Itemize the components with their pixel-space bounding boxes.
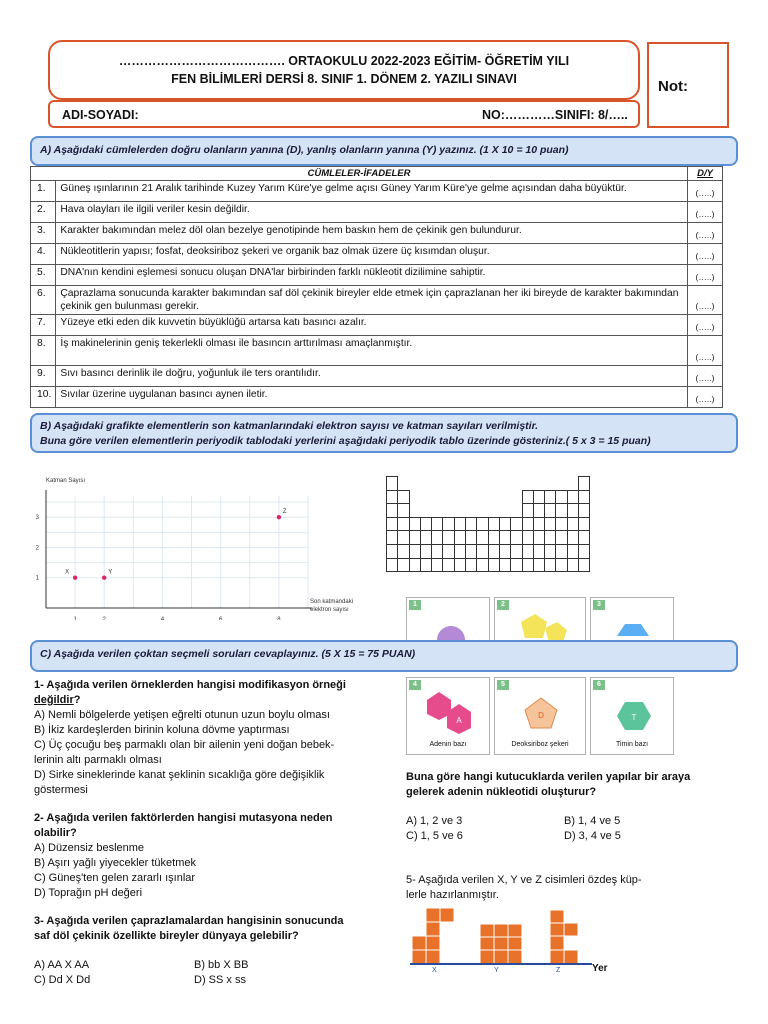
x-tick-label: 4 [160,617,165,620]
q3-stem: 3- Aşağıda verilen çaprazlamalardan hangisinin sonucunda [34,915,344,927]
periodic-cell[interactable] [499,517,510,531]
card-5-number: 5 [497,680,509,690]
periodic-gap [488,477,499,491]
point-label: Y [108,569,113,576]
question-2 [34,811,364,901]
periodic-cell[interactable] [545,504,556,518]
data-point [73,576,77,580]
statement-row [31,315,723,336]
q1-option-d-cont: göstermesi [34,784,88,796]
card-6 [590,677,674,755]
periodic-cell[interactable] [511,544,522,558]
periodic-gap [466,490,477,504]
periodic-cell[interactable] [387,558,398,572]
periodic-cell[interactable] [387,490,398,504]
card-1 [406,597,490,643]
periodic-cell[interactable] [511,558,522,572]
periodic-gap [466,504,477,518]
y-axis-label: Katman Sayısı [46,478,86,484]
row-number: 4. [31,244,56,265]
true-false-table [30,166,723,408]
data-point [277,515,281,519]
periodic-cell[interactable] [499,544,510,558]
label-z: Z [556,967,561,974]
periodic-cell[interactable] [579,517,590,531]
q1-qmark: ? [73,694,81,706]
deoxyribose-letter: D [538,711,544,720]
grade-box[interactable] [647,42,729,128]
y-tick-label: 2 [35,545,39,552]
q1-option-d[interactable]: D) Sirke sineklerinde kanat şeklinin sıcaklığa göre değişiklik [34,769,325,781]
answer-blank[interactable]: (…..) [688,387,723,408]
q5-stem: 5- Aşağıda verilen X, Y ve Z cisimleri özdeş küp- [406,874,642,886]
card-6-caption: Timin bazı [615,741,649,748]
periodic-table-grid[interactable] [386,476,590,572]
periodic-gap [488,490,499,504]
periodic-cell[interactable] [420,531,431,545]
statement-text: İş makinelerinin geniş tekerlekli olması ile basıncın arttırılması amaçlanmıştır. [56,336,688,366]
periodic-gap [477,477,488,491]
periodic-cell[interactable] [477,558,488,572]
row-number: 6. [31,286,56,315]
periodic-cell[interactable] [477,531,488,545]
card-4-caption: Adenin bazı [429,741,467,748]
periodic-cell[interactable] [488,558,499,572]
number-class-label: NO:…………SINIFI: 8/….. [482,108,628,122]
periodic-cell[interactable] [398,531,409,545]
periodic-cell[interactable] [556,531,567,545]
periodic-cell[interactable] [409,531,420,545]
periodic-cell[interactable] [579,477,590,491]
periodic-cell[interactable] [420,544,431,558]
periodic-cell[interactable] [522,490,533,504]
periodic-gap [443,477,454,491]
periodic-cell[interactable] [522,544,533,558]
periodic-cell[interactable] [556,490,567,504]
question-4 [406,770,731,800]
row-number: 3. [31,223,56,244]
question-1 [34,678,364,798]
card-1-number: 1 [409,600,421,610]
q2-option-c[interactable]: C) Güneş'ten gelen zararlı ışınlar [34,872,196,884]
periodic-cell[interactable] [545,544,556,558]
q3-option-b[interactable]: B) bb X BB [194,959,249,971]
statement-row [31,244,723,265]
periodic-cell[interactable] [443,517,454,531]
row-number: 7. [31,315,56,336]
periodic-cell[interactable] [387,544,398,558]
periodic-gap [556,477,567,491]
statement-row [31,223,723,244]
cube-figure [406,904,626,976]
periodic-cell[interactable] [443,558,454,572]
periodic-cell[interactable] [466,517,477,531]
periodic-cell[interactable] [398,490,409,504]
periodic-cell[interactable] [466,544,477,558]
statement-row [31,336,723,366]
q4-option-a[interactable]: A) 1, 2 ve 3 [406,815,463,827]
periodic-cell[interactable] [387,504,398,518]
periodic-cell[interactable] [545,558,556,572]
q4-option-d[interactable]: D) 3, 4 ve 5 [564,830,621,842]
section-b-title [30,413,738,453]
periodic-cell[interactable] [488,544,499,558]
periodic-cell[interactable] [556,544,567,558]
periodic-gap [409,477,420,491]
q1-option-a[interactable]: A) Nemli bölgelerde yetişen eğrelti otunun uzun boylu olması [34,709,330,721]
periodic-cell[interactable] [454,558,465,572]
q2-option-d[interactable]: D) Toprağın pH değeri [34,887,143,899]
periodic-cell[interactable] [579,558,590,572]
col-dy: D/Y [688,167,723,181]
card-4 [406,677,490,755]
answer-blank[interactable]: (…..) [688,336,723,366]
periodic-gap [499,490,510,504]
q3-option-a[interactable]: A) AA X AA [34,959,90,971]
q3-stem-cont: saf döl çekinik özellikte bireyler dünyaya gelebilir? [34,930,299,942]
periodic-gap [398,477,409,491]
q3-option-d[interactable]: D) SS x ss [194,974,246,986]
grade-label: Not: [658,78,688,95]
school-line: …………………………………. ORTAOKULU 2022-2023 EĞİTİM- ÖĞRETİM YILI [118,54,570,68]
statement-text: Güneş ışınlarının 21 Aralık tarihinde Kuzey Yarım Küre'ye gelme açısı Güney Yarım Küre'ye gelme açısından daha büyüktür. [56,181,688,202]
periodic-gap [454,477,465,491]
periodic-cell[interactable] [398,558,409,572]
periodic-cell[interactable] [398,544,409,558]
statement-row [31,366,723,387]
periodic-cell[interactable] [522,531,533,545]
row-number: 5. [31,265,56,286]
q2-option-a[interactable]: A) Düzensiz beslenme [34,842,145,854]
thymine-letter: T [631,713,637,722]
periodic-cell[interactable] [567,558,578,572]
periodic-cell[interactable] [567,490,578,504]
answer-blank[interactable]: (…..) [688,265,723,286]
row-number: 9. [31,366,56,387]
section-b-line2: Buna göre verilen elementlerin periyodik tablodaki yerlerini aşağıdaki periyodik tablo üzerinde gösteriniz.( 5 x 3 = 15 puan) [40,435,651,447]
statement-row [31,181,723,202]
periodic-cell[interactable] [443,531,454,545]
periodic-cell[interactable] [432,517,443,531]
answer-blank[interactable]: (…..) [688,181,723,202]
periodic-gap [522,477,533,491]
statement-row [31,265,723,286]
y-tick-label: 1 [35,575,39,582]
periodic-gap [454,490,465,504]
q1-option-c[interactable]: C) Üç çocuğu beş parmaklı olan bir ailenin yeni doğan bebek- [34,739,335,751]
x-tick-label: 6 [218,617,223,620]
q4-stem: Buna göre hangi kutucuklarda verilen yapılar bir araya [406,771,691,783]
periodic-cell[interactable] [432,531,443,545]
periodic-gap [499,504,510,518]
row-number: 8. [31,336,56,366]
col-statements: CÜMLELER-İFADELER [31,167,688,181]
periodic-cell[interactable] [454,531,465,545]
statement-text: Hava olayları ile ilgili veriler kesin değildir. [56,202,688,223]
card-3-number: 3 [593,600,605,610]
periodic-cell[interactable] [409,544,420,558]
statement-text: Sıvılar üzerine uygulanan basıncı aynen iletir. [56,387,688,408]
section-b-line1: B) Aşağıdaki grafikte elementlerin son katmanlarındaki elektron sayısı ve katman sayıları verilmiştir. [40,420,538,432]
card-2-number: 2 [497,600,509,610]
adenine-letter: A [456,716,462,725]
statement-text: Çaprazlama sonucunda karakter bakımından saf döl çekinik bireyler elde etmek için çaprazlanan her iki bireyde de karakter bakımından çekinik gen bulunması gerekir. [56,286,688,315]
periodic-cell[interactable] [545,531,556,545]
card-4-number: 4 [409,680,421,690]
x-axis-label-cont: elektron sayısı [310,607,349,613]
periodic-cell[interactable] [488,531,499,545]
periodic-cell[interactable] [556,504,567,518]
card-5-caption: Deoksiriboz şekeri [511,741,569,748]
card-5 [494,677,586,755]
label-x: X [432,967,437,974]
periodic-cell[interactable] [522,517,533,531]
periodic-gap [432,490,443,504]
periodic-gap [409,504,420,518]
periodic-gap [477,490,488,504]
point-label: Z [282,509,287,516]
periodic-cell[interactable] [409,558,420,572]
q2-stem-cont: olabilir? [34,827,77,839]
periodic-cell[interactable] [420,517,431,531]
periodic-gap [511,477,522,491]
periodic-gap [432,477,443,491]
q1-stem: 1- Aşağıda verilen örneklerden hangisi modifikasyon örneği [34,679,346,691]
periodic-cell[interactable] [533,517,544,531]
periodic-cell[interactable] [567,517,578,531]
point-label: X [65,569,70,576]
q5-stem-cont: lerle hazırlanmıştır. [406,889,499,901]
statement-row [31,202,723,223]
periodic-cell[interactable] [579,504,590,518]
periodic-gap [477,504,488,518]
periodic-cell[interactable] [387,531,398,545]
periodic-gap [567,477,578,491]
periodic-gap [443,504,454,518]
label-y: Y [494,967,499,974]
periodic-cell[interactable] [488,517,499,531]
statement-text: Nükleotitlerin yapısı; fosfat, deoksiriboz şekeri ve organik baz olmak üzere üç kısımdan oluşur. [56,244,688,265]
periodic-gap [511,504,522,518]
periodic-cell[interactable] [387,517,398,531]
periodic-cell[interactable] [432,558,443,572]
periodic-gap [420,477,431,491]
q1-option-c-cont: lerinin altı parmaklı olması [34,754,162,766]
section-c-title: C) Aşağıda verilen çoktan seçmeli soruları cevaplayınız. (5 X 15 = 75 PUAN) [30,640,738,672]
q1-option-b[interactable]: B) İkiz kardeşlerden birinin koluna dövme yaptırması [34,724,290,736]
periodic-gap [409,490,420,504]
x-axis-label: Son katmandaki [310,599,354,605]
periodic-cell[interactable] [556,558,567,572]
periodic-cell[interactable] [545,490,556,504]
y-tick-label: 3 [35,515,39,522]
statement-text: Yüzeye etki eden dik kuvvetin büyüklüğü artarsa katı basıncı azalır. [56,315,688,336]
periodic-cell[interactable] [533,490,544,504]
answer-blank[interactable]: (…..) [688,286,723,315]
answer-blank[interactable]: (…..) [688,366,723,387]
periodic-gap [420,504,431,518]
card-2 [494,597,586,643]
periodic-cell[interactable] [511,517,522,531]
periodic-gap [420,490,431,504]
periodic-cell[interactable] [556,517,567,531]
periodic-cell[interactable] [454,517,465,531]
periodic-gap [499,477,510,491]
periodic-cell[interactable] [545,517,556,531]
periodic-gap [545,477,556,491]
card-6-number: 6 [593,680,605,690]
periodic-cell[interactable] [579,544,590,558]
question-5 [406,873,731,903]
periodic-gap [488,504,499,518]
periodic-gap [511,490,522,504]
nucleotide-cards [406,597,728,757]
periodic-gap [432,504,443,518]
student-info-row[interactable] [48,100,640,128]
periodic-cell[interactable] [533,531,544,545]
periodic-cell[interactable] [579,490,590,504]
exam-title: FEN BİLİMLERİ DERSİ 8. SINIF 1. DÖNEM 2. YAZILI SINAVI [171,72,517,86]
statement-row [31,286,723,315]
periodic-cell[interactable] [387,477,398,491]
periodic-cell[interactable] [533,558,544,572]
x-tick-label: 2 [102,617,106,620]
row-number: 2. [31,202,56,223]
periodic-gap [466,477,477,491]
card-3 [590,597,674,643]
answer-blank[interactable]: (…..) [688,223,723,244]
periodic-cell[interactable] [454,544,465,558]
statement-text: Karakter bakımından melez döl olan bezelye genotipinde hem baskın hem de çekinik gen bulundurur. [56,223,688,244]
q2-option-b[interactable]: B) Aşırı yağlı yiyecekler tüketmek [34,857,196,869]
q4-option-c[interactable]: C) 1, 5 ve 6 [406,830,463,842]
periodic-cell[interactable] [533,544,544,558]
periodic-cell[interactable] [466,558,477,572]
periodic-cell[interactable] [477,517,488,531]
periodic-cell[interactable] [522,558,533,572]
periodic-cell[interactable] [567,531,578,545]
periodic-gap [533,477,544,491]
q4-option-b[interactable]: B) 1, 4 ve 5 [564,815,621,827]
q1-emphasis: değildir [34,694,74,706]
periodic-cell[interactable] [477,544,488,558]
periodic-cell[interactable] [466,531,477,545]
ground-label: Yer [592,963,608,974]
row-number: 1. [31,181,56,202]
periodic-cell[interactable] [443,544,454,558]
answer-blank[interactable]: (…..) [688,244,723,265]
x-tick-label: 8 [277,617,281,620]
periodic-cell[interactable] [567,544,578,558]
q4-stem-cont: gelerek adenin nükleotidi oluşturur? [406,786,597,798]
periodic-cell[interactable] [579,531,590,545]
x-tick-label: 1 [73,617,77,620]
periodic-cell[interactable] [499,531,510,545]
data-point [102,576,106,580]
periodic-cell[interactable] [499,558,510,572]
periodic-gap [454,504,465,518]
periodic-cell[interactable] [432,544,443,558]
periodic-cell[interactable] [533,504,544,518]
statement-row [31,387,723,408]
periodic-cell[interactable] [398,517,409,531]
q2-stem: 2- Aşağıda verilen faktörlerden hangisi mutasyona neden [34,812,333,824]
periodic-cell[interactable] [420,558,431,572]
periodic-cell[interactable] [511,531,522,545]
question-3 [34,914,364,944]
periodic-gap [443,490,454,504]
answer-blank[interactable]: (…..) [688,202,723,223]
name-label: ADI-SOYADI: [62,108,139,122]
electron-chart [30,470,375,620]
statement-text: Sıvı basıncı derinlik ile doğru, yoğunluk ile ters orantılıdır. [56,366,688,387]
periodic-cell[interactable] [567,504,578,518]
row-number: 10. [31,387,56,408]
statement-text: DNA'nın kendini eşlemesi sonucu oluşan DNA'lar birbirinden farklı nükleotit dizilimine sahiptir. [56,265,688,286]
exam-header [48,40,640,100]
periodic-cell[interactable] [522,504,533,518]
section-a-title: A) Aşağıdaki cümlelerden doğru olanların yanına (D), yanlış olanların yanına (Y) yazınız. (1 X 10 = 10 puan) [30,136,738,166]
periodic-cell[interactable] [409,517,420,531]
answer-blank[interactable]: (…..) [688,315,723,336]
q3-option-c[interactable]: C) Dd X Dd [34,974,91,986]
periodic-cell[interactable] [398,504,409,518]
